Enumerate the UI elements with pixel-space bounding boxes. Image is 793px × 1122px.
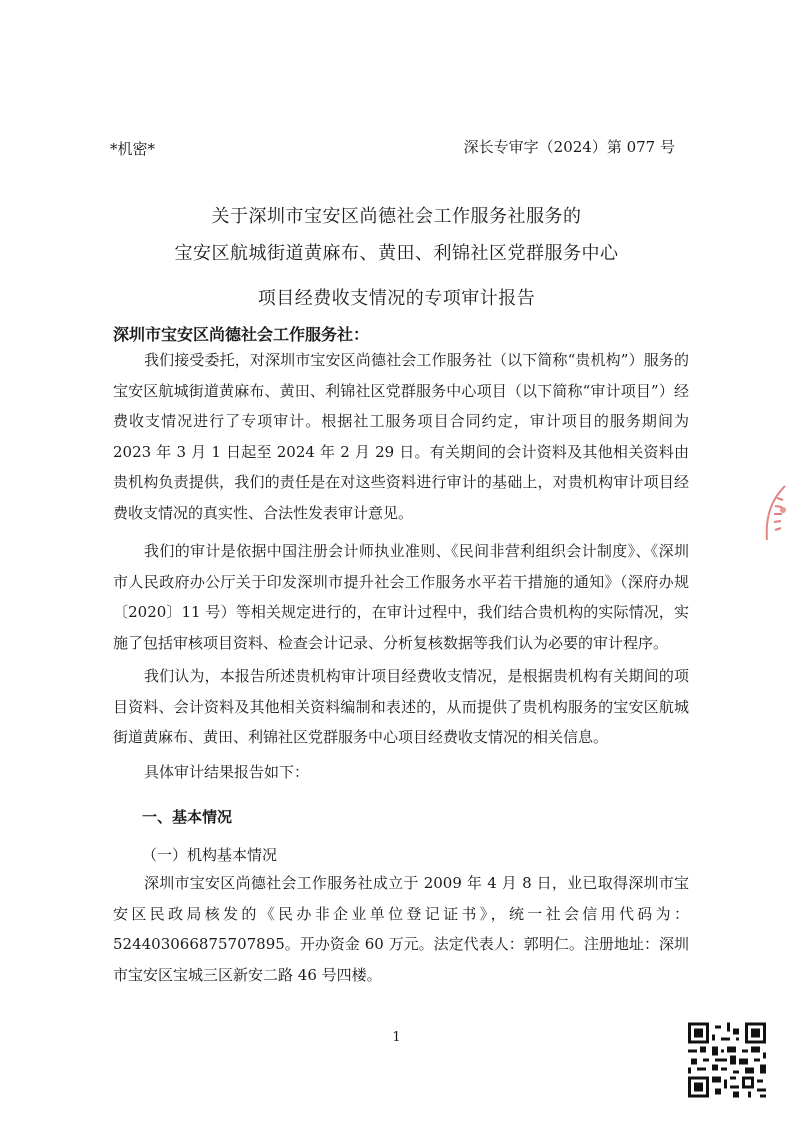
document-number: 深长专审字（2024）第 077 号	[463, 138, 675, 156]
section-heading: 一、基本情况	[142, 808, 233, 826]
paragraph-organization-info: 深圳市宝安区尚德社会工作服务社成立于 2009 年 4 月 8 日，业已取得深圳市宝安区民政局核发的《民办非企业单位登记证书》，统一社会信用代码为：524403066875707895。开办资金 60 万元。法定代表人：郭明仁。注册地址：深圳市宝安区宝城三区新安二路 46 号四楼。	[113, 874, 689, 984]
paragraph-opinion: 我们认为，本报告所述贵机构审计项目经费收支情况，是根据贵机构有关期间的项目资料、会计资料及其他相关资料编制和表述的，从而提供了贵机构服务的宝安区航城街道黄麻布、黄田、利锦社区党群服务中心项目经费收支情况的相关信息。	[113, 667, 689, 746]
addressee: 深圳市宝安区尚德社会工作服务社：	[113, 325, 370, 344]
page-number: 1	[392, 1030, 401, 1045]
paragraph-basis: 我们的审计是依据中国注册会计师执业准则、《民间非营利组织会计制度》、《深圳市人民政府办公厅关于印发深圳市提升社会工作服务水平若干措施的通知》（深府办规〔2020〕11 号）等相关规定进行的，在审计过程中，我们结合贵机构的实际情况，实施了包括审核项目资料、检查会计记录、分析复核数据等我们认为必要的审计程序。	[113, 542, 689, 652]
report-title-line-2: 宝安区航城街道黄麻布、黄田、利锦社区党群服务中心	[174, 243, 619, 264]
qr-code-icon	[688, 1022, 766, 1098]
report-title-line-1: 关于深圳市宝安区尚德社会工作服务社服务的	[211, 206, 582, 227]
confidential-mark: *机密*	[110, 140, 156, 158]
section-subheading: （一）机构基本情况	[142, 846, 278, 864]
paragraph-results-intro: 具体审计结果报告如下：	[144, 763, 310, 781]
paragraph-engagement: 我们接受委托，对深圳市宝安区尚德社会工作服务社（以下简称“贵机构”）服务的宝安区航城街道黄麻布、黄田、利锦社区党群服务中心项目（以下简称“审计项目”）经费收支情况进行了专项审计。根据社工服务项目合同约定，审计项目的服务期间为 2023 年 3 月 1 日起至 2024 年 2 月 29 日。有关期间的会计资料及其他相关资料由贵机构负责提供，我们的责任是在对这些资料进行审计的基础上，对贵机构审计项目经费收支情况的真实性、合法性发表审计意见。	[113, 351, 689, 522]
report-title-line-3: 项目经费收支情况的专项审计报告	[257, 288, 536, 309]
seal-stamp-icon	[755, 480, 793, 550]
